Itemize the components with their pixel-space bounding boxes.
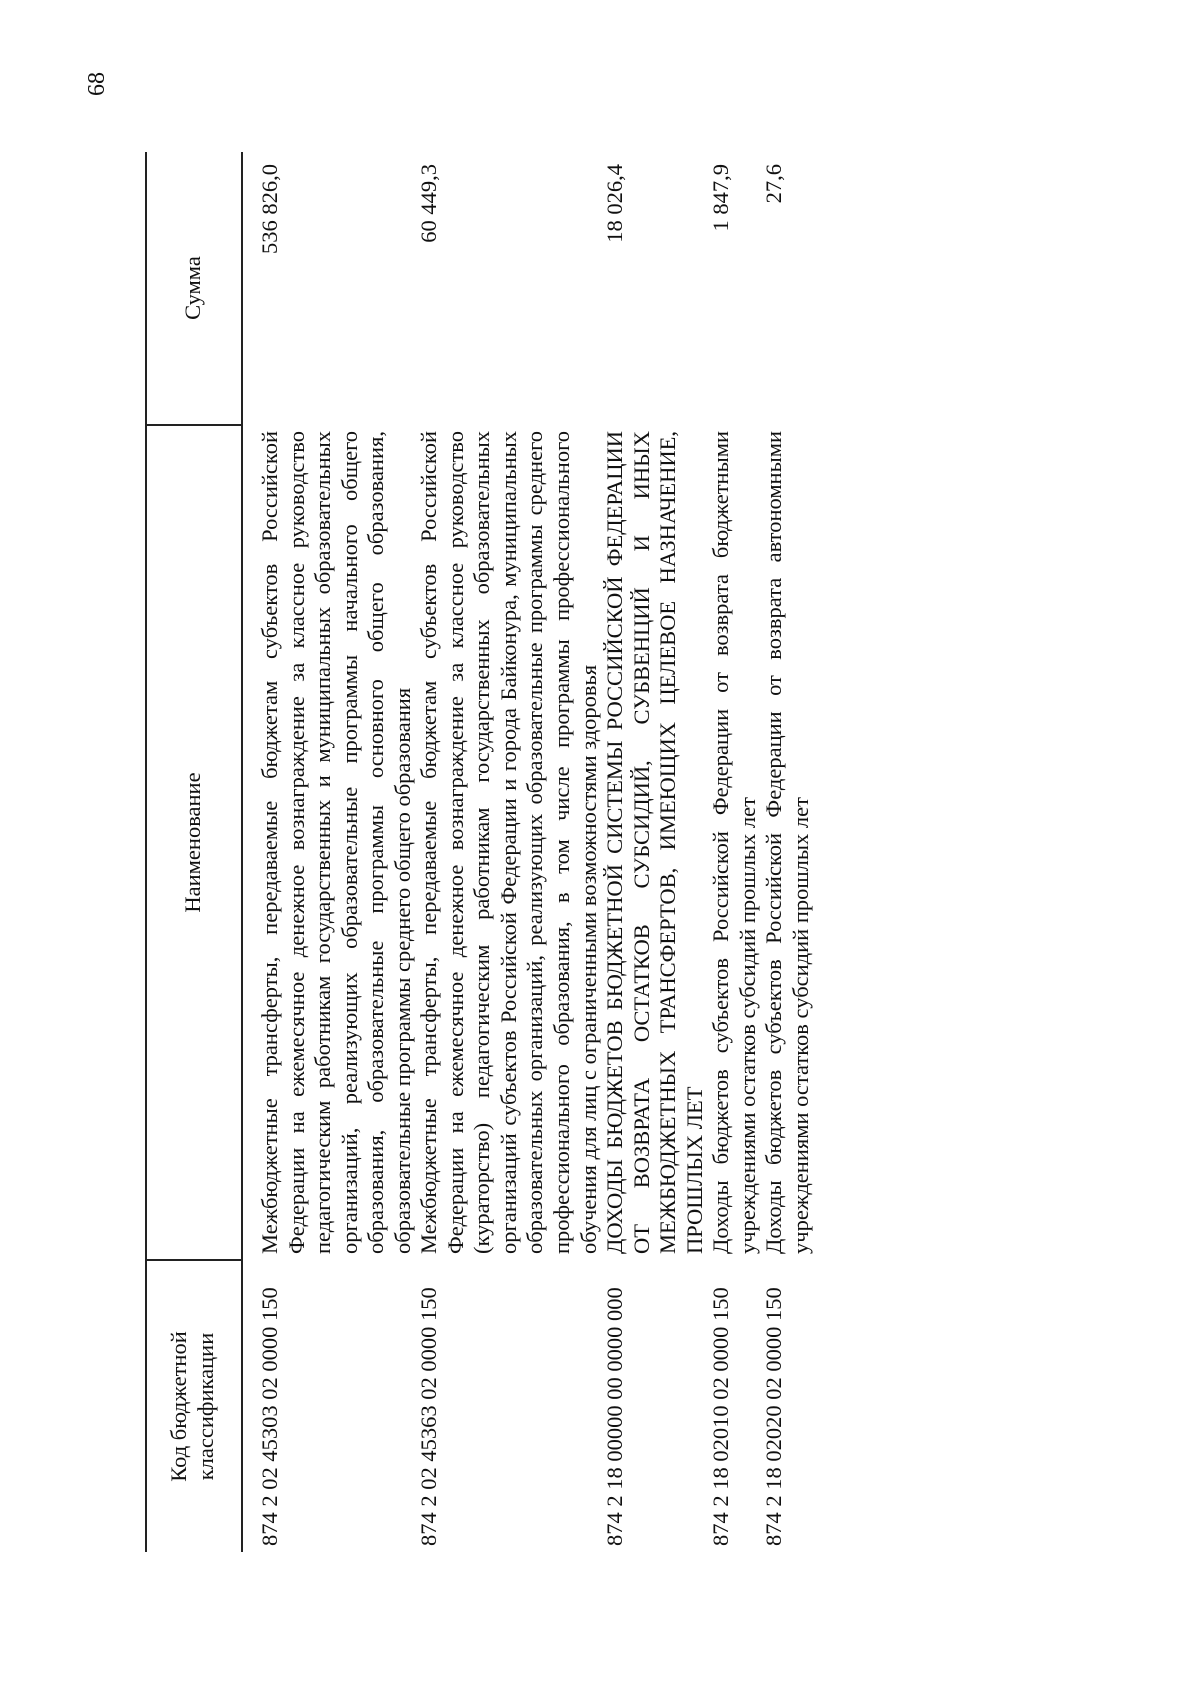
table-row: [242, 152, 416, 1552]
header-name: Наименование: [146, 425, 242, 1260]
header-sum: Сумма: [146, 152, 242, 425]
row-sum: 27,6: [761, 164, 787, 204]
row-code: 874 2 18 00000 00 0000 000: [602, 1287, 628, 1546]
table-header-row: [146, 152, 242, 1552]
header-code: Код бюджетной классификации: [146, 1260, 242, 1552]
table-row: [761, 152, 814, 1552]
row-code: 874 2 18 02020 02 0000 150: [761, 1287, 787, 1546]
row-name: Доходы бюджетов субъектов Российской Федерации от возврата бюджетными учреждениями остатков субсидий прошлых лет: [708, 431, 760, 1254]
row-sum: 1 847,9: [708, 164, 734, 232]
row-name: ДОХОДЫ БЮДЖЕТОВ БЮДЖЕТНОЙ СИСТЕМЫ РОССИЙСКОЙ ФЕДЕРАЦИИ ОТ ВОЗВРАТА ОСТАТКОВ СУБСИДИЙ, СУБВЕНЦИЙ И ИНЫХ МЕЖБЮДЖЕТНЫХ ТРАНСФЕРТОВ, ИМЕЮЩИХ ЦЕЛЕВОЕ НАЗНАЧЕНИЕ, ПРОШЛЫХ ЛЕТ: [602, 431, 707, 1254]
row-sum: 536 826,0: [257, 164, 282, 254]
row-code: 874 2 02 45363 02 0000 150: [416, 1287, 442, 1546]
row-name: Доходы бюджетов субъектов Российской Федерации от возврата автономными учреждениями остатков субсидий прошлых лет: [761, 431, 813, 1254]
table-row: [416, 152, 602, 1552]
row-name: Межбюджетные трансферты, передаваемые бюджетам субъектов Российской Федерации на ежемесячное денежное вознаграждение за классное руководство (кураторство) педагогическим работникам государственных образовательных организаций субъектов Российской Федерации и города Байконура, муниципальных образовательных организаций, реализующих образовательные программы среднего профессионального образования, в том числе программы профессионального обучения для лиц с ограниченными возможностями здоровья: [416, 431, 601, 1254]
row-sum: 18 026,4: [602, 164, 628, 243]
budget-classification-table: [145, 152, 814, 1552]
table-row: [602, 152, 708, 1552]
table-row: [708, 152, 761, 1552]
row-name: Межбюджетные трансферты, передаваемые бюджетам субъектов Российской Федерации на ежемесячное денежное вознаграждение за классное руководство педагогическим работникам государственных и муниципальных образовательных организаций, реализующих образовательные программы начального общего образования, образовательные программы основного общего образования, образовательные программы среднего общего образования: [257, 431, 415, 1254]
row-sum: 60 449,3: [416, 164, 442, 243]
row-code: 874 2 02 45303 02 0000 150: [257, 1287, 282, 1546]
page-number: 68: [84, 72, 110, 96]
row-code: 874 2 18 02010 02 0000 150: [708, 1287, 734, 1546]
